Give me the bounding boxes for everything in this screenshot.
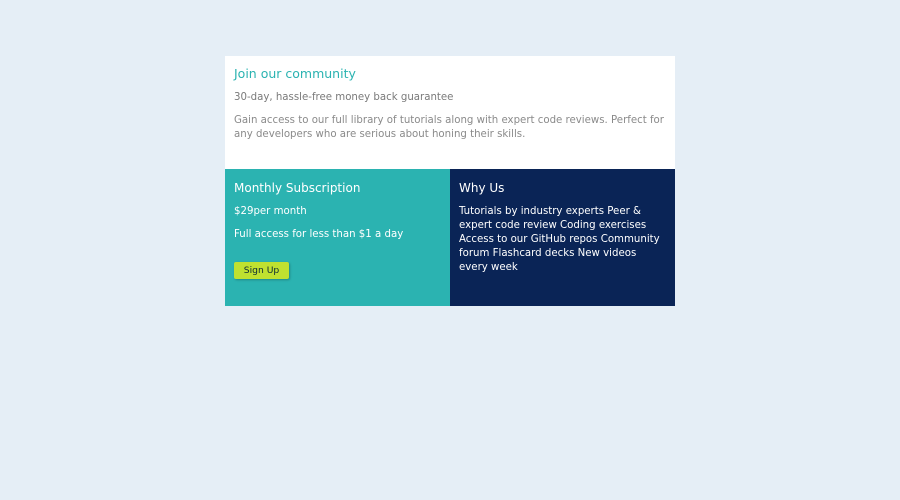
community-description: Gain access to our full library of tutorials along with expert code reviews. Perfect for any developers who are serious about honing their skills.	[234, 115, 664, 140]
price-text: $29per month	[234, 206, 307, 217]
community-section	[225, 56, 675, 169]
details-row	[225, 169, 675, 306]
why-us-title: Why Us	[459, 181, 505, 195]
sign-up-button[interactable]: Sign Up	[234, 262, 289, 279]
why-us-text: Tutorials by industry experts Peer & expert code review Coding exercises Access to our GitHub repos Community forum Flashcard decks New videos every week	[459, 206, 660, 273]
subscription-title: Monthly Subscription	[234, 181, 361, 195]
community-title: Join our community	[234, 66, 356, 81]
why-us-section	[450, 169, 675, 306]
guarantee-text: 30-day, hassle-free money back guarantee	[234, 92, 454, 103]
subscription-section	[225, 169, 450, 306]
pricing-card	[225, 56, 675, 306]
access-text: Full access for less than $1 a day	[234, 229, 404, 240]
